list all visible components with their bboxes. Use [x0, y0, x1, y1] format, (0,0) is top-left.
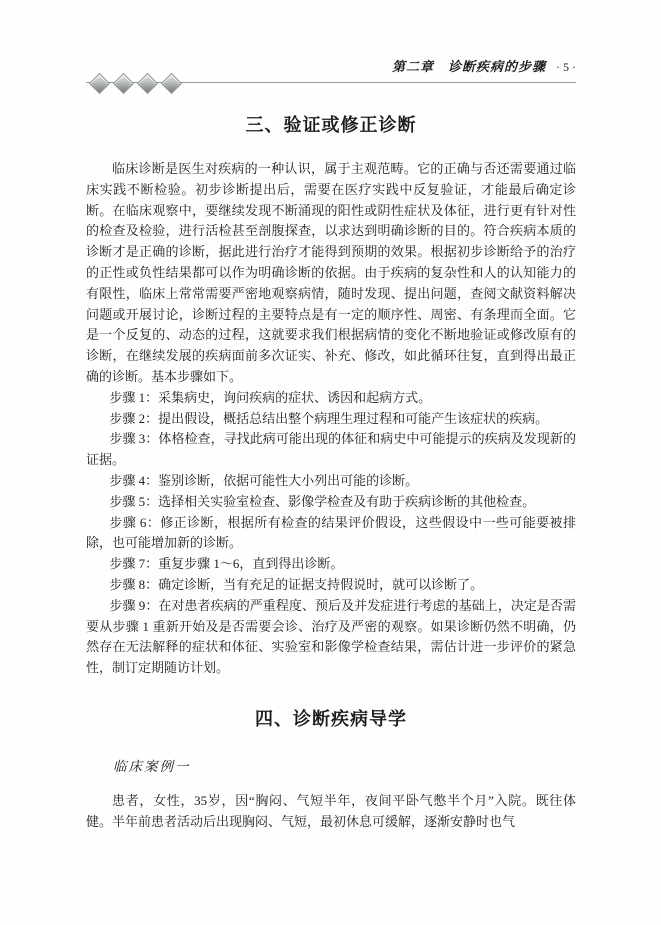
step-item: 步骤 7：重复步骤 1～6，直到得出诊断。: [109, 556, 344, 572]
diamond-icon: [113, 73, 134, 94]
paragraph: 临床诊断是医生对疾病的一种认识，属于主观范畴。它的正确与否还需要通过临床实践不断检验。初步诊断提出后，需要在医疗实践中反复验证，才能最后确定诊断。在临床观察中，要继续发现不断涌现的阳性或阴性症状及体征，进行更有针对性的检查及检验，进行活检甚至剖腹探查，以求达到明确诊断的目的。符合疾病本质的诊断才是正确的诊断，据此进行治疗才能得到预期的效果。根据初步诊断给予的治疗的正性或负性结果都可以作为明确诊断的依据。由于疾病的复杂性和人的认知能力的有限性，临床上常常需要严密地观察病情，随时发现、提出问题，查阅文献资料解决问题或开展讨论，诊断过程的主要特点是有一定的顺序性、周密、有条理而全面。它是一个反复的、动态的过程，这就要求我们根据病情的变化不断地验证或修改原有的诊断，在继续发展的疾病面前多次证实、补充、修改，如此循环往复，直到得出最正确的诊断。基本步骤如下。: [86, 161, 576, 384]
running-head-chapter: 第二章 诊断疾病的步骤: [391, 59, 546, 74]
diamond-icon: [89, 73, 110, 94]
step-item: 步骤 5：选择相关实验室检查、影像学检查及有助于疾病诊断的其他检查。: [109, 493, 536, 509]
step-item: 步骤 4：鉴别诊断，依据可能性大小列出可能的诊断。: [109, 472, 419, 488]
step-item: 步骤 3：体格检查，寻找此病可能出现的体征和病史中可能提示的疾病及发现新的证据。: [86, 431, 576, 468]
page-header: [86, 56, 576, 83]
section-guide-body: [86, 755, 576, 833]
paragraph: 患者，女性，35岁，因“胸闷、气短半年，夜间平卧气憋半个月”入院。既往体健。半年前患者活动后出现胸闷、气短，最初休息可缓解，逐渐安静时也气: [86, 792, 576, 829]
section-verify-body: [86, 159, 576, 679]
step-item: 步骤 6：修正诊断，根据所有检查的结果评价假设，这些假设中一些可能要被排除，也可能增加新的诊断。: [86, 514, 576, 551]
header-ornament: [92, 76, 188, 91]
step-item: 步骤 8：确定诊断，当有充足的证据支持假说时，就可以诊断了。: [109, 576, 484, 592]
diamond-icon: [137, 73, 158, 94]
case-label: 临床案例一: [113, 758, 191, 774]
step-item: 步骤 9：在对患者疾病的严重程度、预后及并发症进行考虑的基础上，决定是否需要从步骤 1 重新开始及是否需要会诊、治疗及严密的观察。如果诊断仍然不明确，仍然存在无法解释的症状和体征、实验室和影像学检查结果，需估计进一步评价的紧急性，制订定期随访计划。: [86, 597, 576, 676]
page-number: · 5 ·: [556, 60, 576, 74]
step-item: 步骤 2：提出假设，概括总结出整个病理生理过程和可能产生该症状的疾病。: [109, 410, 549, 426]
section-title-guide: 四、诊断疾病导学: [255, 708, 407, 729]
diamond-icon: [161, 73, 182, 94]
section-title-verify: 三、验证或修正诊断: [245, 115, 417, 135]
step-item: 步骤 1：采集病史，询问疾病的症状、诱因和起病方式。: [109, 389, 432, 405]
